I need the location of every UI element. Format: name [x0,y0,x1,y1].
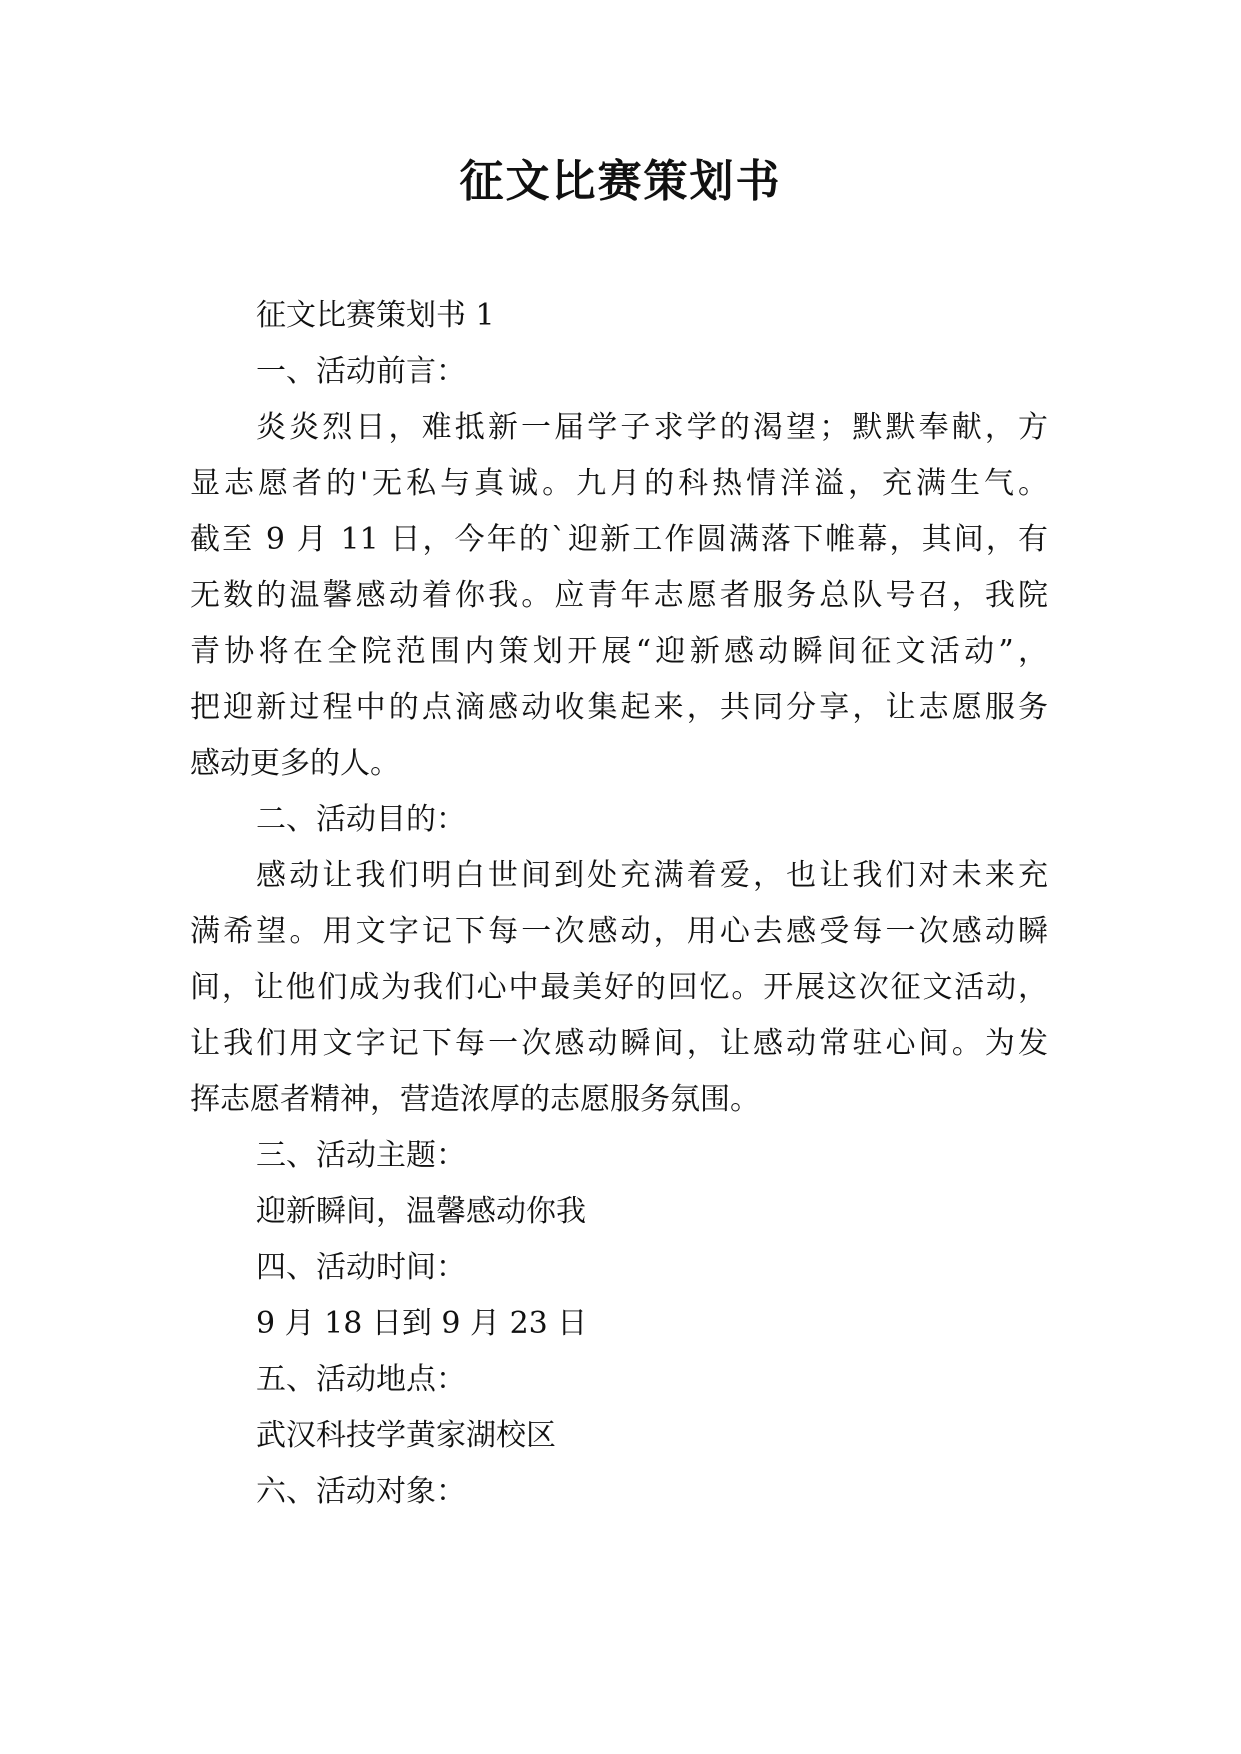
paragraph-line: 显志愿者的'无私与真诚。九月的科热情洋溢，充满生气。 [190,466,1048,501]
section-heading-time: 四、活动时间： [256,1250,466,1285]
paragraph-line: 让我们用文字记下每一次感动瞬间，让感动常驻心间。为发 [190,1026,1048,1061]
paragraph-line: 无数的温馨感动着你我。应青年志愿者服务总队号召，我院 [190,578,1048,613]
paragraph-line: 满希望。用文字记下每一次感动，用心去感受每一次感动瞬 [190,914,1048,949]
paragraph-line: 截至 9 月 11 日，今年的`迎新工作圆满落下帷幕，其间，有 [190,522,1048,557]
section-heading-doc-number: 征文比赛策划书 1 [256,298,495,333]
section-heading-purpose: 二、活动目的： [256,802,466,837]
paragraph-line: 感动让我们明白世间到处充满着爱，也让我们对未来充 [256,858,1048,893]
paragraph-line: 感动更多的人。 [190,746,400,781]
time-text: 9 月 18 日到 9 月 23 日 [256,1306,588,1341]
paragraph-line: 挥志愿者精神，营造浓厚的志愿服务氛围。 [190,1082,760,1117]
document-title: 征文比赛策划书 [459,156,782,207]
theme-text: 迎新瞬间，温馨感动你我 [256,1194,586,1229]
section-heading-location: 五、活动地点： [256,1362,466,1397]
paragraph-line: 青协将在全院范围内策划开展“迎新感动瞬间征文活动”， [190,634,1048,669]
paragraph-line: 炎炎烈日，难抵新一届学子求学的渴望；默默奉献，方 [256,410,1048,445]
location-text: 武汉科技学黄家湖校区 [256,1418,556,1453]
paragraph-line: 把迎新过程中的点滴感动收集起来，共同分享，让志愿服务 [190,690,1048,725]
section-heading-theme: 三、活动主题： [256,1138,466,1173]
section-heading-preface: 一、活动前言： [256,354,466,389]
section-heading-audience: 六、活动对象： [256,1474,466,1509]
paragraph-line: 间，让他们成为我们心中最美好的回忆。开展这次征文活动， [190,970,1048,1005]
